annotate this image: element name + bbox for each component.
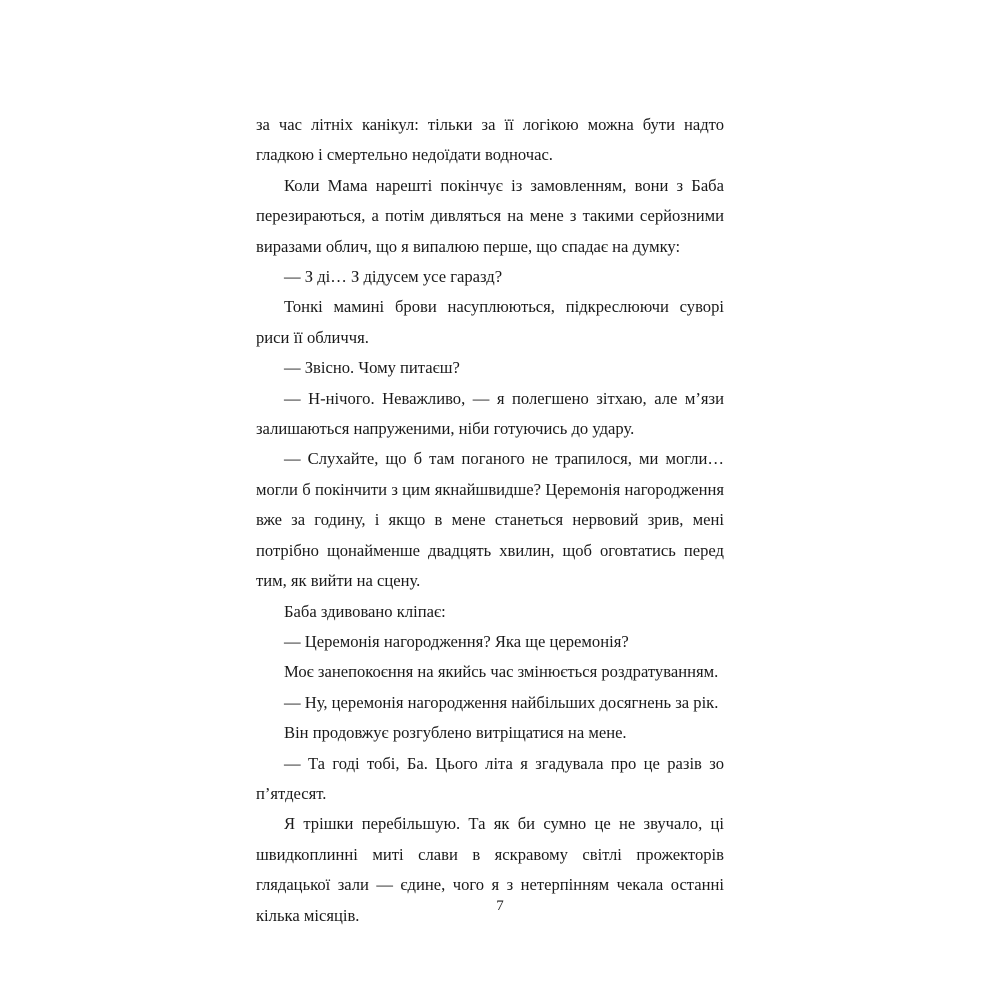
- paragraph: Баба здивовано кліпає:: [284, 601, 446, 621]
- paragraph: Він продовжує розгублено витріщатися на мене.: [284, 723, 627, 743]
- paragraph: — Ну, церемонія нагородження найбільших досягнень за рік.: [284, 692, 719, 712]
- paragraph: — Церемонія нагородження? Яка ще церемонія?: [284, 631, 629, 651]
- paragraph: Тонкі мамині брови насуплюються, підкреслюючи суворі риси її обличчя.: [256, 297, 724, 347]
- paragraph: Я трішки перебільшую. Та як би сумно це не звучало, ці швидкоплинні миті слави в яскравому світлі прожекторів глядацької зали — єдине, чого я з нетерпінням чекала останні кілька місяців.: [256, 814, 724, 925]
- paragraph: — Слухайте, що б там поганого не трапилося, ми могли… могли б покінчити з цим якнайшвидше? Церемонія нагородження вже за годину, і якщо в мене станеться нервовий зрив, мені потрібно щонайменше двадцять хвилин, щоб оговтатись перед тим, як вийти на сцену.: [256, 449, 724, 591]
- page-body-text: [256, 110, 724, 931]
- page-number: 7: [496, 898, 504, 914]
- paragraph: за час літніх канікул: тільки за її логікою можна бути надто гладкою і смертельно недоїдати водночас.: [256, 115, 724, 165]
- paragraph: Моє занепокоєння на якийсь час змінюється роздратуванням.: [284, 662, 719, 682]
- paragraph: — Та годі тобі, Ба. Цього літа я згадувала про це разів зо п’ятдесят.: [256, 753, 724, 803]
- paragraph: Коли Мама нарешті покінчує із замовленням, вони з Баба перезираються, а потім дивляться на мене з такими серйозними виразами облич, що я випалюю перше, що спадає на думку:: [256, 175, 724, 256]
- paragraph: — З ді… З дідусем усе гаразд?: [284, 267, 503, 287]
- paragraph: — Н-нічого. Неважливо, — я полегшено зітхаю, але м’язи залишаються напруженими, ніби готуючись до удару.: [256, 388, 724, 439]
- paragraph: — Звісно. Чому питаєш?: [284, 358, 460, 378]
